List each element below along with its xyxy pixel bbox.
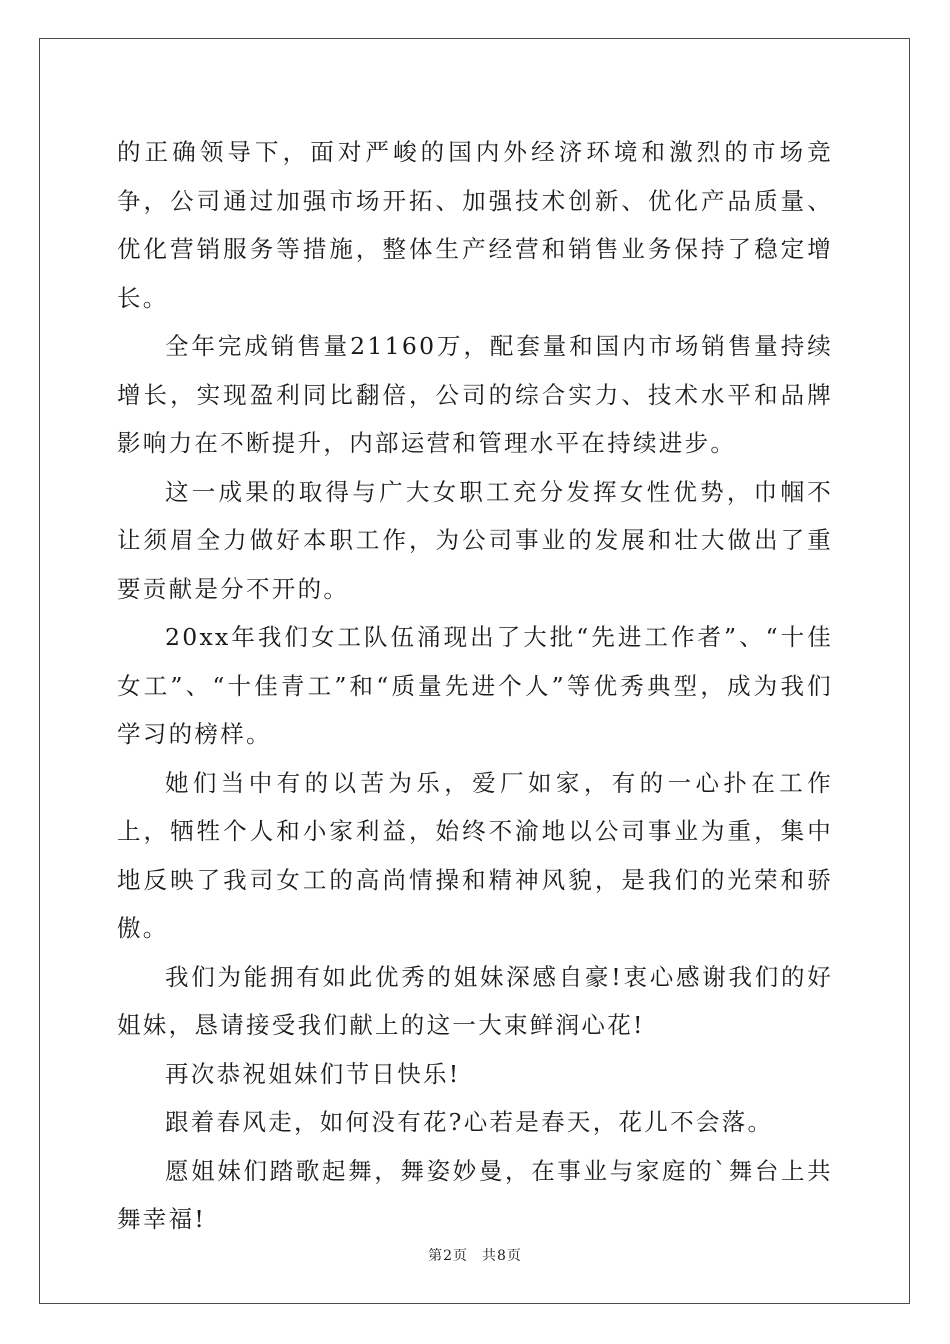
paragraph: 20xx年我们女工队伍涌现出了大批“先进工作者”、“十佳女工”、“十佳青工”和“质量先进个人”等优秀典型，成为我们学习的榜样。 — [117, 623, 833, 748]
paragraph: 的正确领导下，面对严峻的国内外经济环境和激烈的市场竞争，公司通过加强市场开拓、加强技术创新、优化产品质量、优化营销服务等措施，整体生产经营和销售业务保持了稳定增长。 — [117, 138, 833, 312]
page-number: 第2页 — [428, 1248, 468, 1264]
paragraph: 我们为能拥有如此优秀的姐妹深感自豪!衷心感谢我们的好姐妹，恳请接受我们献上的这一大束鲜润心花! — [117, 962, 833, 1039]
paragraph: 这一成果的取得与广大女职工充分发挥女性优势，巾帼不让须眉全力做好本职工作，为公司事业的发展和壮大做出了重要贡献是分不开的。 — [117, 477, 833, 603]
paragraph: 愿姐妹们踏歌起舞，舞姿妙曼，在事业与家庭的`舞台上共舞幸福! — [117, 1156, 833, 1233]
document-body — [117, 128, 833, 1244]
page-total: 共8页 — [482, 1248, 522, 1264]
page-footer — [0, 1245, 950, 1265]
paragraph: 她们当中有的以苦为乐，爱厂如家，有的一心扑在工作上，牺牲个人和小家利益，始终不渝地以公司事业为重，集中地反映了我司女工的高尚情操和精神风貌，是我们的光荣和骄傲。 — [117, 768, 833, 942]
paragraph: 全年完成销售量21160万，配套量和国内市场销售量持续增长，实现盈利同比翻倍，公司的综合实力、技术水平和品牌影响力在不断提升，内部运营和管理水平在持续进步。 — [117, 332, 833, 457]
paragraph: 跟着春风走，如何没有花?心若是春天，花儿不会落。 — [165, 1108, 774, 1136]
paragraph: 再次恭祝姐妹们节日快乐! — [165, 1059, 461, 1088]
